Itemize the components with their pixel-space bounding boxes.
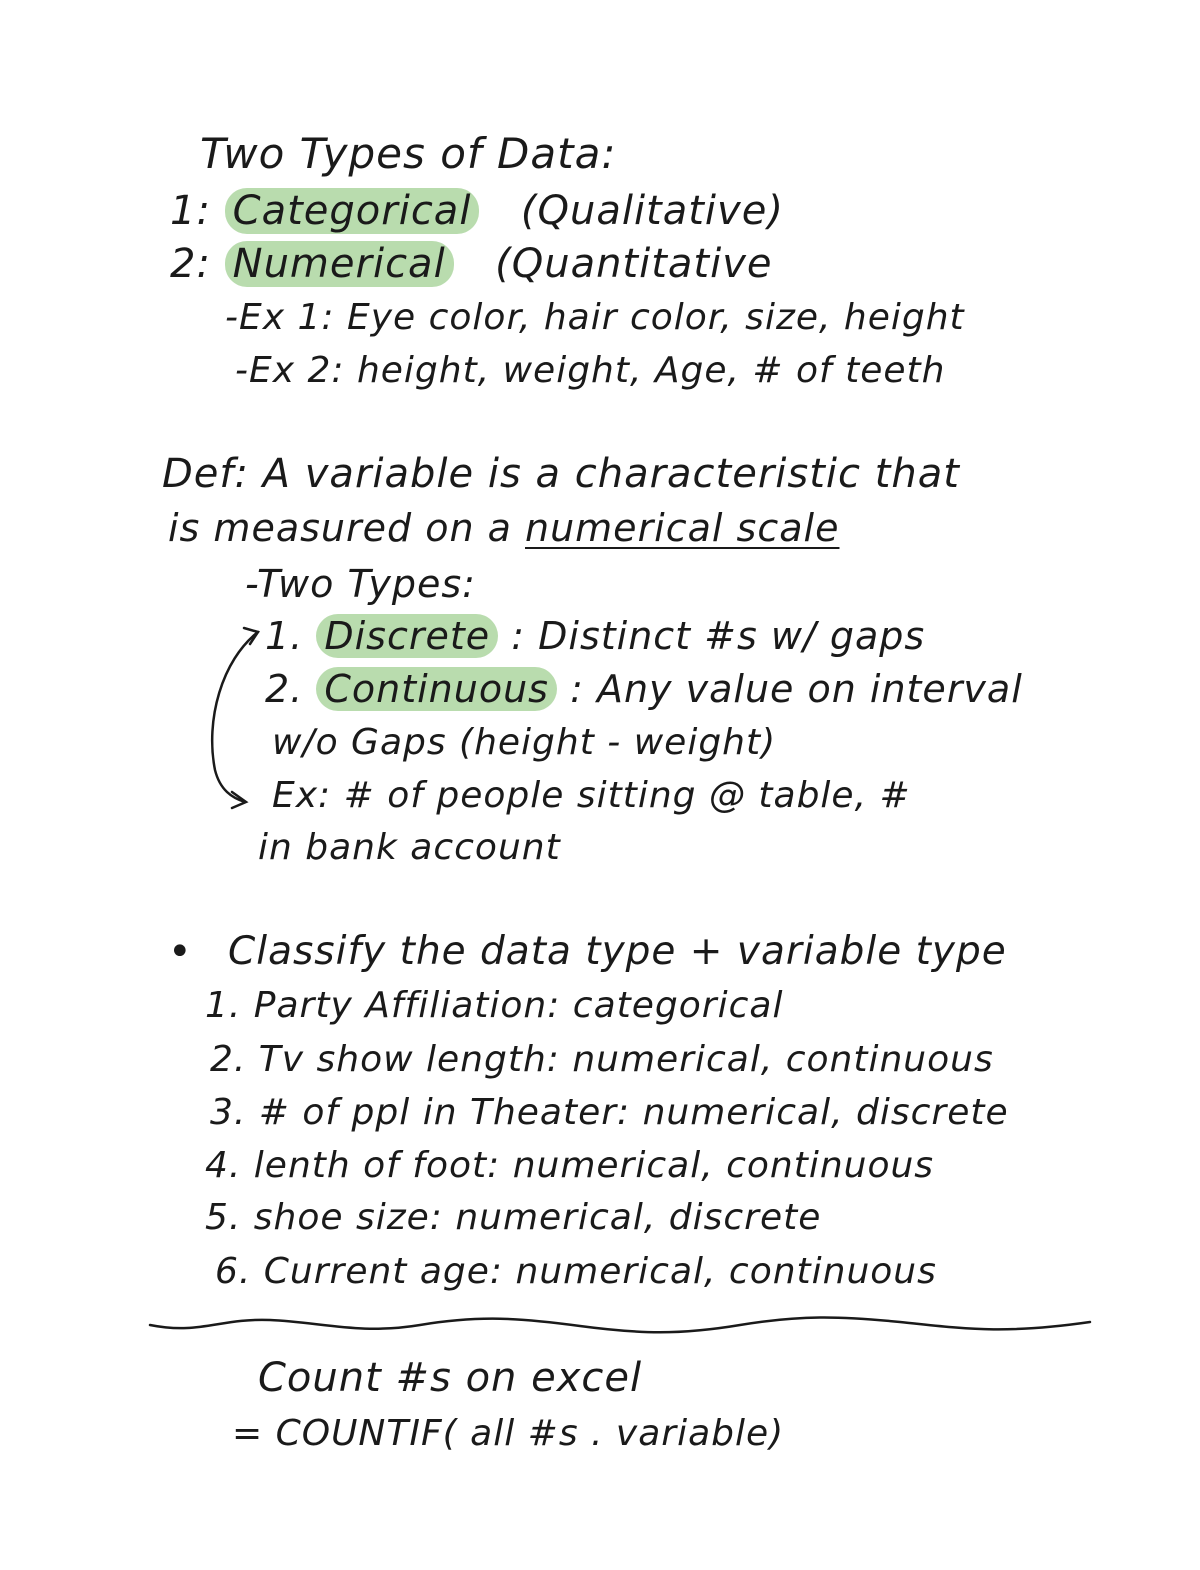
continuous-number: 2. (265, 667, 304, 711)
numerical-scale-underlined: numerical scale (525, 506, 840, 550)
example-2: -Ex 2: height, weight, Age, # of teeth (235, 350, 946, 391)
example-1: -Ex 1: Eye color, hair color, size, height (225, 297, 965, 338)
definition-line-1: Def: A variable is a characteristic that (162, 451, 960, 497)
excel-line-1: Count #s on excel (258, 1355, 643, 1401)
categorical-highlight: Categorical (225, 188, 480, 234)
classify-item-6: 6. Current age: numerical, continuous (215, 1251, 937, 1292)
two-types-heading: -Two Types: (245, 562, 476, 606)
discrete-number: 1. (265, 614, 304, 658)
discrete-example-line-1: Ex: # of people sitting @ table, # (272, 775, 911, 816)
item2-number: 2: (170, 241, 211, 287)
classify-item-2: 2. Tv show length: numerical, continuous (210, 1039, 994, 1080)
classify-item-3: 3. # of ppl in Theater: numerical, discrete (210, 1092, 1009, 1133)
discrete-highlight: Discrete (316, 614, 498, 658)
discrete-description: : Distinct #s w/ gaps (511, 614, 926, 658)
types-of-data-title: Two Types of Data: (200, 129, 617, 178)
classify-item-4: 4. lenth of foot: numerical, continuous (205, 1145, 935, 1186)
classify-item-5: 5. shoe size: numerical, discrete (205, 1197, 822, 1238)
discrete-example-line-2: in bank account (258, 827, 561, 868)
quantitative-label: (Quantitative (495, 241, 773, 287)
classify-heading: Classify the data type + variable type (228, 929, 1007, 974)
continuous-description-2: w/o Gaps (height - weight) (272, 722, 777, 763)
definition-line-2-text: is measured on a (168, 506, 512, 550)
continuous-highlight: Continuous (316, 667, 557, 711)
qualitative-label: (Qualitative) (520, 188, 784, 234)
curved-arrow-stroke (212, 632, 258, 802)
classify-item-1: 1. Party Affiliation: categorical (205, 985, 784, 1026)
wavy-separator-line (150, 1317, 1090, 1332)
excel-line-2: = COUNTIF( all #s . variable) (232, 1413, 785, 1454)
bullet-marker: • (168, 929, 193, 975)
item1-number: 1: (170, 188, 211, 234)
numerical-highlight: Numerical (225, 241, 454, 287)
continuous-description: : Any value on interval (570, 667, 1023, 711)
